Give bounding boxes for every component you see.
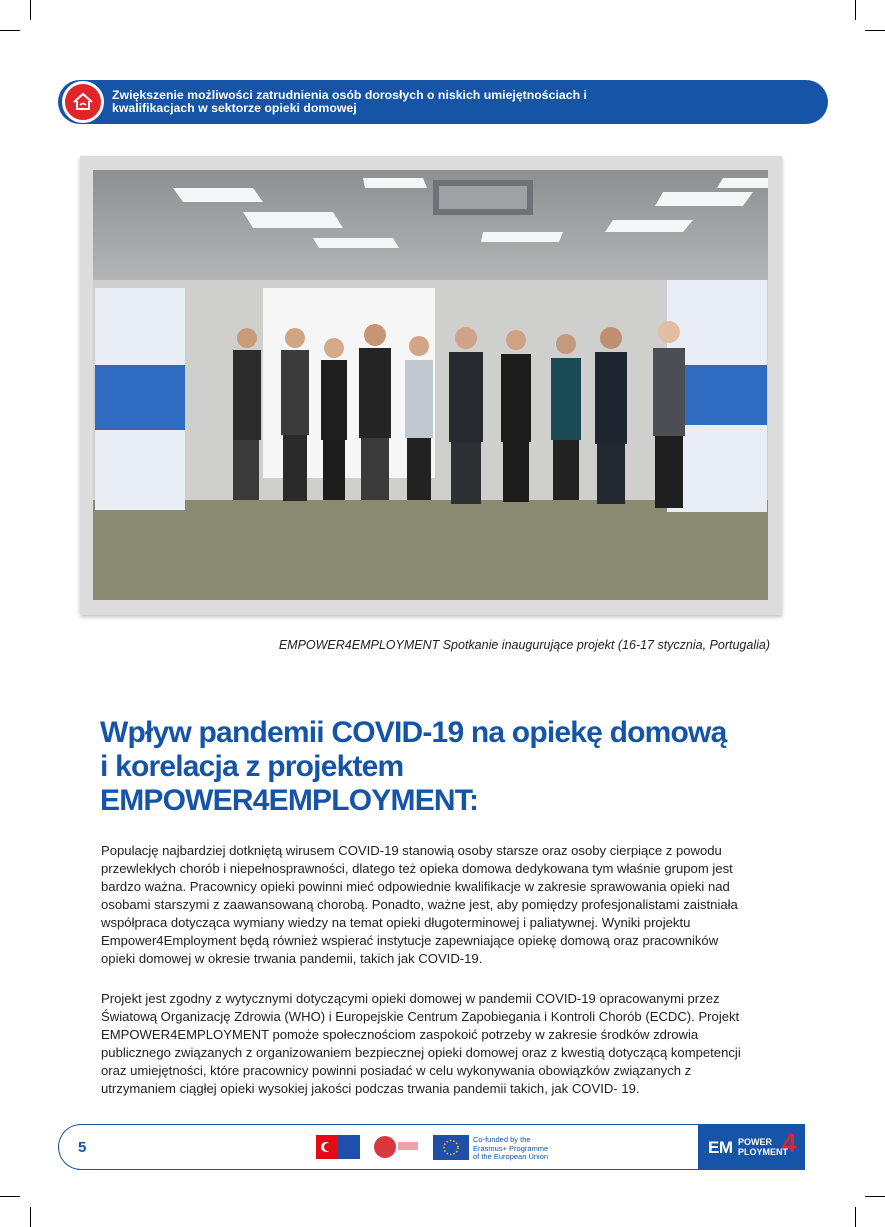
eu-flag-icon — [433, 1135, 469, 1160]
page-heading: Wpływ pandemii COVID-19 na opiekę domową i korelacja z projektem EMPOWER4EMPLOYMENT: — [100, 716, 727, 817]
footer-bar — [58, 1124, 805, 1170]
crop-mark — [865, 1196, 885, 1197]
crop-mark — [865, 30, 885, 31]
partner-logo — [374, 1134, 420, 1160]
crop-mark — [0, 30, 20, 31]
empower4employment-logo: EM POWER PLOYMENT 4 — [698, 1124, 805, 1170]
crop-mark — [30, 0, 31, 20]
paragraph: Populację najbardziej dotkniętą wirusem COVID-19 stanowią osoby starsze oraz osoby cierpiące z powodu przewlekłych chorób i niepełnosprawności, dlatego też opieka domowa dedykowana tym właśnie grupom jest bardzo ważna. Pracownicy opieki powinni mieć odpowiednie kwalifikacje w zakresie sprawowania opieki nad osobami starszymi z zaawansowaną chorobą. Ponadto, ważne jest, aby pomiędzy profesjonalistami zaistniała współpraca dotycząca wymiany wiedzy na temat opieki długoterminowej i paliatywnej. Wyniki projektu Empower4Employment będą również wspierać instytucje zapewniające opiekę domową oraz pracowników opieki domowej w okresie trwania pandemii, takich jak COVID-19. — [101, 843, 738, 966]
turkey-eu-flags-logo — [316, 1135, 360, 1159]
page-number: 5 — [78, 1139, 87, 1156]
crop-mark — [855, 0, 856, 20]
crop-mark — [855, 1207, 856, 1227]
eu-funding-text: Co-funded by the Erasmus+ Programme of the European Union — [473, 1135, 549, 1161]
crop-mark — [30, 1207, 31, 1227]
meeting-photo — [93, 170, 768, 600]
crop-mark — [0, 1196, 20, 1197]
home-care-icon — [62, 81, 104, 123]
paragraph: Projekt jest zgodny z wytycznymi dotyczącymi opieki domowej w pandemii COVID-19 opracowanymi przez Światową Organizację Zdrowia (WHO) i Europejskie Centrum Zapobiegania i Kontroli Chorób (ECDC). Projekt EMPOWER4EMPLOYMENT pomoże społecznościom zaspokoić potrzeby w zakresie środków zdrowia publicznego związanych z organizowaniem bezpiecznej opieki domowej oraz z kwestią dotyczącą kompetencji oraz umiejętności, które pracownicy powinni posiadać w celu wykonywania obowiązków związanych z utrzymaniem ciągłej opieki wysokiej jakości podczas trwania pandemii takich, jak COVID- 19. — [101, 991, 741, 1096]
header-title: Zwiększenie możliwości zatrudnienia osób dorosłych o niskich umiejętnościach i kwalifikacjach w sektorze opieki domowej — [112, 88, 587, 115]
photo-caption: EMPOWER4EMPLOYMENT Spotkanie inaugurujące projekt (16-17 stycznia, Portugalia) — [278, 638, 770, 652]
